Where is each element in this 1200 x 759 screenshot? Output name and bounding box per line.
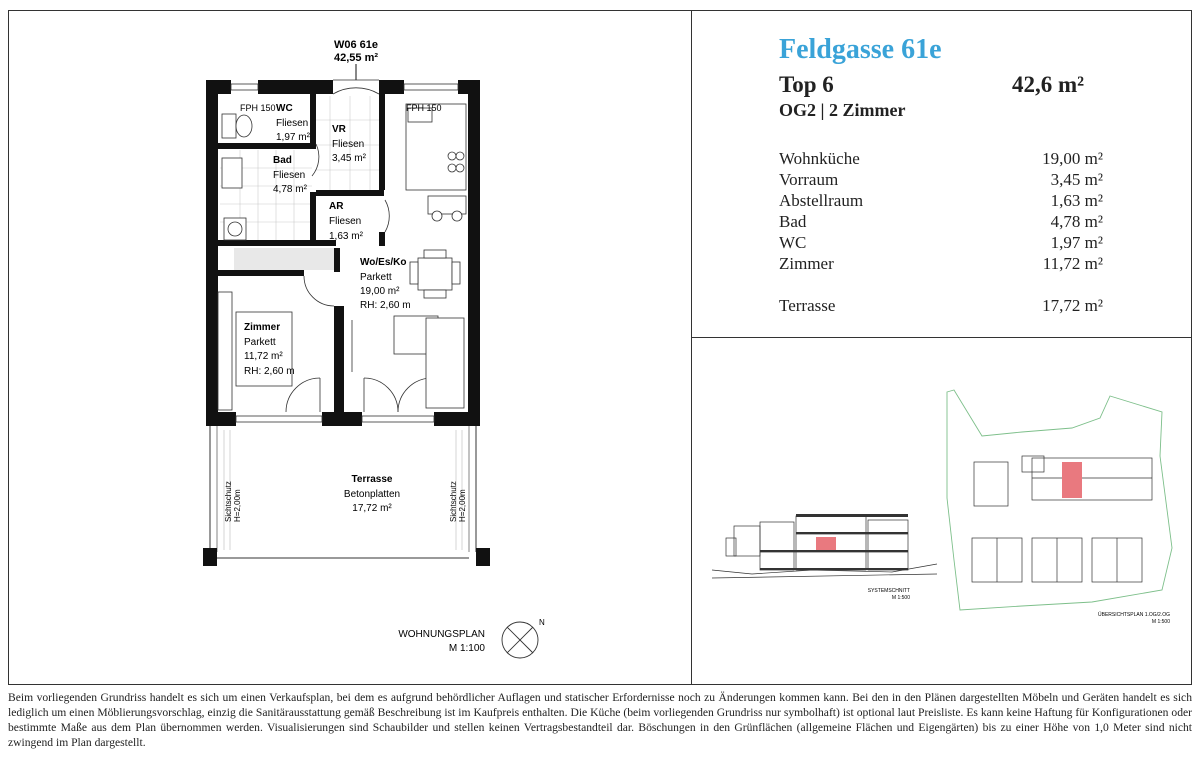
- room-floor: Fliesen: [273, 170, 306, 181]
- room-area: 1,63 m²: [1050, 191, 1103, 210]
- unit-number: Top 6: [779, 72, 834, 97]
- room-floor: Parkett: [244, 337, 276, 348]
- property-title: Feldgasse 61e: [779, 34, 942, 65]
- room-area: 11,72 m²: [1042, 254, 1103, 273]
- north-label: N: [539, 618, 545, 627]
- overview-label: ÜBERSICHTSPLAN 1.OG/2.OG: [1098, 612, 1170, 618]
- section-scale: M 1:500: [891, 595, 910, 601]
- room-name: Wohnküche: [779, 149, 860, 168]
- room-floor: Betonplatten: [343, 489, 401, 500]
- room-area: 11,72 m²: [244, 351, 283, 362]
- room-name: Bad: [779, 212, 807, 231]
- room-label-ar: AR: [329, 201, 344, 212]
- room-height: RH: 2,60 m: [244, 366, 295, 377]
- total-area: 42,6 m²: [1012, 72, 1085, 97]
- disclaimer-text: Beim vorliegenden Grundriss handelt es sich um einen Verkaufsplan, bei dem es aufgrund behördlicher Auflagen und statischer Erfordernisse noch zu Änderungen kommen kann. Bei den in den Plänen dargestellten Möbeln und Geräten handelt es sich lediglich um einen Möblierungsvorschlag, einzig die Sanitärausstattung gemäß Beschreibung ist im Kaufpreis enthalten. Die Küche (beim vorliegenden Grundriss nur symbolhaft) ist optional laut Preisliste. Es kann keine Haftung für Konfigurationen oder bestimmte Maße aus dem Plan übernommen werden. Visualisierungen sind Schaubilder und stellen keinen Vertragsbestandteil dar. Böschungen in den Grünflächen (allgemeine Flächen und Eigengärten) bis zu einer Höhe von 1,0 Meter sind nicht zwingend im Plan dargestellt.: [8, 691, 1192, 749]
- room-area: 19,00 m²: [360, 286, 400, 297]
- room-area: 4,78 m²: [1050, 212, 1103, 231]
- room-row: [779, 233, 1103, 253]
- sichtschutz-height: H=2,00m: [458, 489, 467, 522]
- site-drawings: [692, 338, 1192, 684]
- fph-label: FPH 150: [240, 103, 276, 113]
- room-label-vr: VR: [332, 124, 346, 135]
- room-row: [779, 191, 1103, 211]
- room-name: Vorraum: [779, 170, 839, 189]
- room-row: [779, 149, 1103, 169]
- room-area: 1,63 m²: [329, 231, 363, 242]
- unit-subtitle: OG2 | 2 Zimmer: [779, 100, 906, 120]
- section-label: SYSTEMSCHNITT: [867, 588, 910, 594]
- room-area: 1,97 m²: [1050, 233, 1103, 252]
- terrace-area: 17,72 m²: [1042, 296, 1103, 315]
- room-label-terrasse: Terrasse: [351, 474, 393, 485]
- room-label-wo: Wo/Es/Ko: [360, 257, 407, 268]
- fph-label: FPH 150: [406, 103, 442, 113]
- highlighted-unit-section: [816, 537, 836, 550]
- sichtschutz-height: H=2,00m: [233, 489, 242, 522]
- room-name: WC: [779, 233, 807, 252]
- sichtschutz-label: Sichtschutz: [224, 481, 233, 522]
- room-row: [779, 254, 1103, 274]
- overview-scale: M 1:500: [1151, 619, 1170, 625]
- unit-area-label: 42,55 m²: [333, 52, 379, 64]
- room-area: 3,45 m²: [332, 153, 366, 164]
- room-floor: Fliesen: [332, 139, 365, 150]
- room-floor: Parkett: [360, 272, 392, 283]
- terrace-row: [779, 296, 1103, 316]
- terrace-name: Terrasse: [779, 296, 836, 315]
- room-row: [779, 170, 1103, 190]
- terrace: [203, 426, 490, 566]
- room-height: RH: 2,60 m: [360, 300, 411, 311]
- room-label-zimmer: Zimmer: [244, 322, 281, 333]
- room-label-wc: WC: [276, 103, 293, 114]
- room-name: Zimmer: [779, 254, 834, 273]
- highlighted-unit-overview: [1062, 462, 1082, 498]
- unit-label: W06 61e: [333, 39, 379, 51]
- plan-title: WOHNUNGSPLAN: [398, 629, 485, 640]
- compass-icon: [502, 618, 545, 658]
- room-area: 1,97 m²: [276, 132, 310, 143]
- plan-scale: M 1:100: [448, 643, 485, 654]
- room-name: Abstellraum: [779, 191, 864, 210]
- room-floor: Fliesen: [329, 216, 362, 227]
- room-area: 4,78 m²: [273, 184, 307, 195]
- room-label-bad: Bad: [273, 155, 292, 166]
- room-row: [779, 212, 1103, 232]
- room-floor: Fliesen: [276, 118, 309, 129]
- room-area: 17,72 m²: [352, 503, 392, 514]
- room-area: 19,00 m²: [1042, 149, 1103, 168]
- room-area: 3,45 m²: [1050, 170, 1103, 189]
- sichtschutz-label: Sichtschutz: [449, 481, 458, 522]
